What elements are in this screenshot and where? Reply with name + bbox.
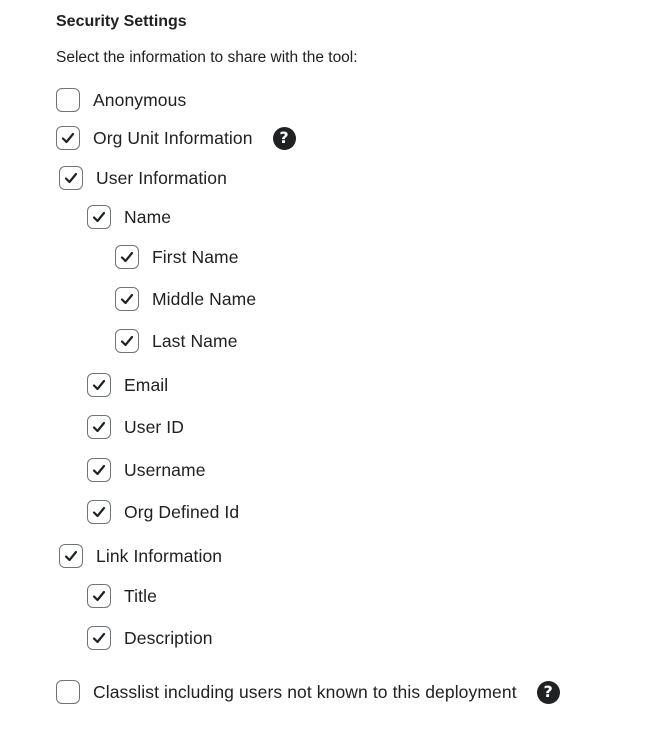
option-user-information[interactable] <box>59 164 227 192</box>
question-circle-icon[interactable] <box>273 127 296 150</box>
option-org-defined-id[interactable] <box>87 498 239 526</box>
option-label: First Name <box>152 246 239 267</box>
checkbox-first-name[interactable] <box>115 245 139 269</box>
option-label: User Information <box>96 167 227 188</box>
section-title: Security Settings <box>56 13 187 30</box>
option-link-information[interactable] <box>59 542 222 570</box>
option-email[interactable] <box>87 371 168 399</box>
checkbox-anonymous[interactable] <box>56 88 80 112</box>
checkbox-user-id[interactable] <box>87 415 111 439</box>
checkmark-icon <box>120 334 134 348</box>
option-user-id[interactable] <box>87 413 184 441</box>
checkmark-icon <box>92 589 106 603</box>
option-label: Middle Name <box>152 288 257 309</box>
option-classlist[interactable] <box>56 678 560 706</box>
checkmark-icon <box>92 463 106 477</box>
option-label: Name <box>124 206 172 227</box>
checkmark-icon <box>92 505 106 519</box>
option-label: Email <box>124 374 169 395</box>
checkbox-org-defined-id[interactable] <box>87 500 111 524</box>
checkbox-title[interactable] <box>87 584 111 608</box>
option-label: Title <box>124 585 157 606</box>
checkbox-name[interactable] <box>87 205 111 229</box>
checkbox-classlist[interactable] <box>56 680 80 704</box>
checkmark-icon <box>120 292 134 306</box>
checkbox-last-name[interactable] <box>115 329 139 353</box>
help-glyph: ? <box>543 682 553 701</box>
option-anonymous[interactable] <box>56 86 186 114</box>
checkmark-icon <box>92 631 106 645</box>
checkbox-description[interactable] <box>87 626 111 650</box>
option-org-unit-information[interactable] <box>56 124 296 152</box>
option-label: User ID <box>124 416 185 437</box>
option-label: Description <box>124 627 213 648</box>
checkbox-email[interactable] <box>87 373 111 397</box>
option-label: Classlist including users not known to this deployment <box>93 681 517 702</box>
checkbox-user-information[interactable] <box>59 166 83 190</box>
help-glyph: ? <box>279 128 289 147</box>
checkmark-icon <box>92 420 106 434</box>
checkmark-icon <box>64 549 78 563</box>
option-label: Username <box>124 459 206 480</box>
option-label: Anonymous <box>93 89 187 110</box>
checkmark-icon <box>64 171 78 185</box>
checkmark-icon <box>61 131 75 145</box>
option-label: Org Defined Id <box>124 501 240 522</box>
checkbox-middle-name[interactable] <box>115 287 139 311</box>
option-last-name[interactable] <box>115 327 238 355</box>
instruction-text: Select the information to share with the tool: <box>56 49 358 66</box>
checkbox-link-information[interactable] <box>59 544 83 568</box>
option-title[interactable] <box>87 582 157 610</box>
option-label: Last Name <box>152 330 238 351</box>
option-username[interactable] <box>87 456 206 484</box>
checkmark-icon <box>92 210 106 224</box>
option-label: Link Information <box>96 545 223 566</box>
checkbox-org-unit-information[interactable] <box>56 126 80 150</box>
checkmark-icon <box>92 378 106 392</box>
option-name[interactable] <box>87 203 171 231</box>
question-circle-icon[interactable] <box>537 681 560 704</box>
checkbox-username[interactable] <box>87 458 111 482</box>
option-description[interactable] <box>87 624 213 652</box>
option-label: Org Unit Information <box>93 127 253 148</box>
option-first-name[interactable] <box>115 243 239 271</box>
option-middle-name[interactable] <box>115 285 256 313</box>
checkmark-icon <box>120 250 134 264</box>
